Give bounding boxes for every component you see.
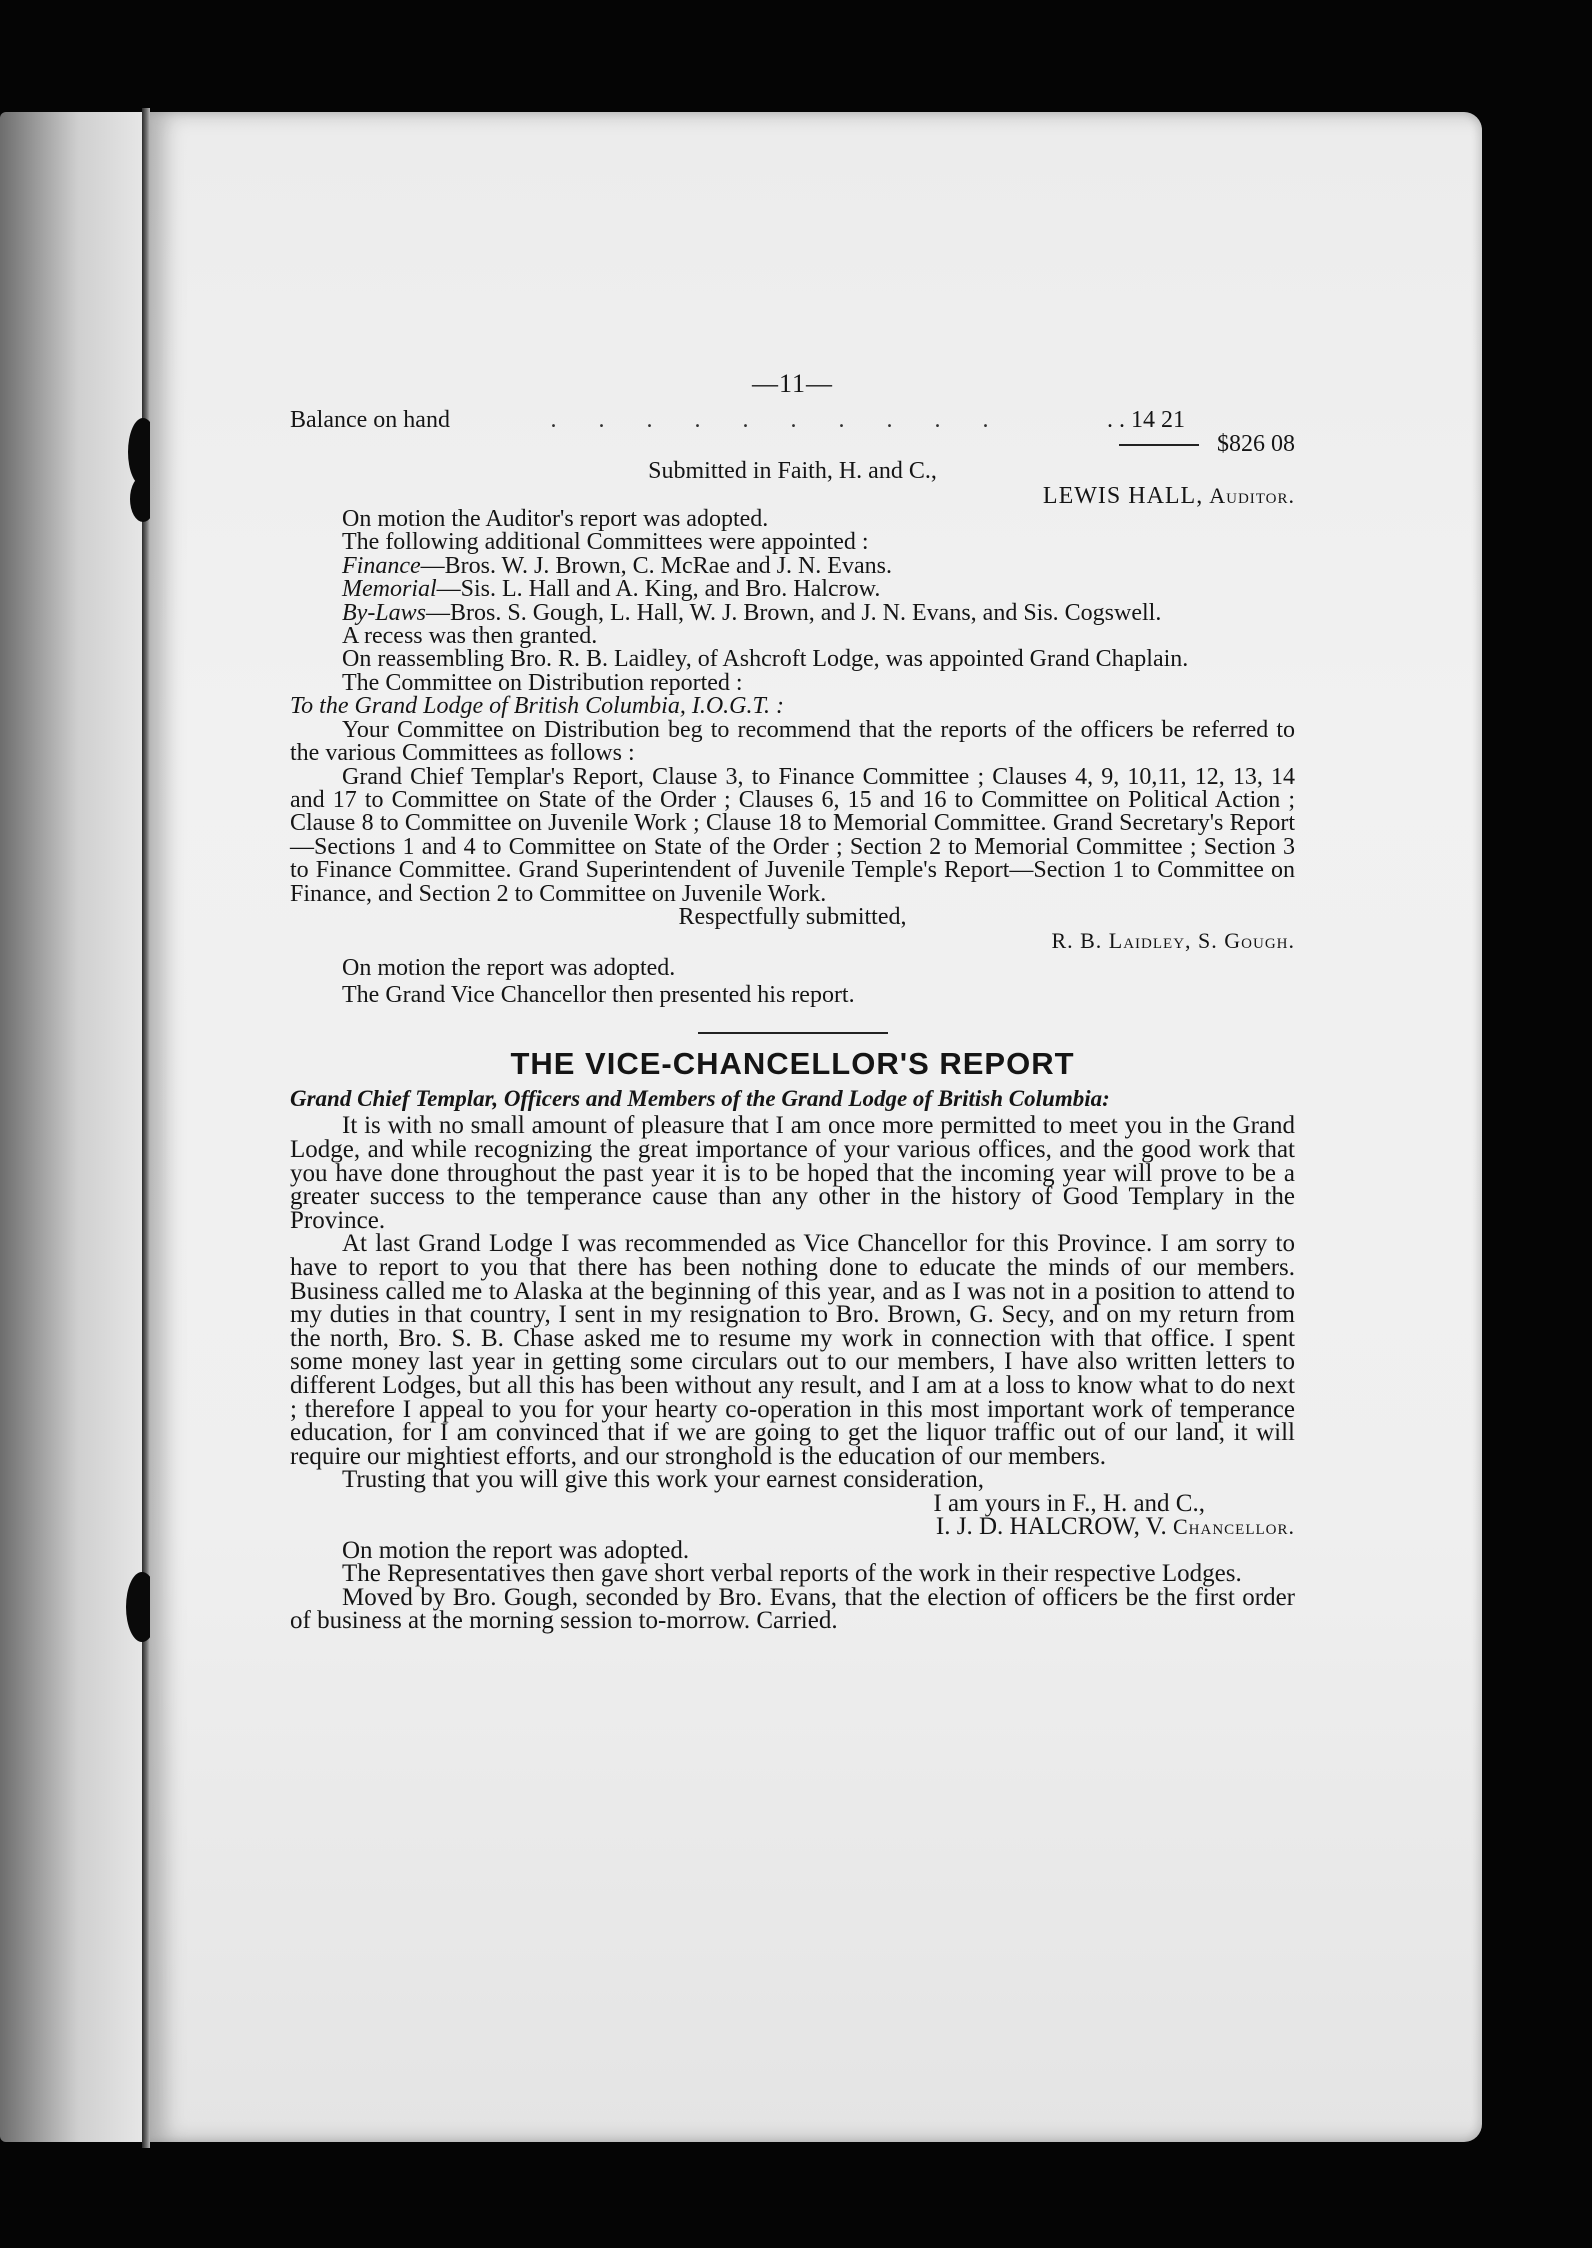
report-signature xyxy=(290,1513,1295,1541)
balance-label: Balance on hand xyxy=(290,407,450,434)
committee-finance-label: Finance xyxy=(342,552,421,579)
auditor-signature xyxy=(290,484,1295,508)
total-rule xyxy=(1119,444,1199,446)
report-heading: THE VICE-CHANCELLOR'S REPORT xyxy=(510,1045,1075,1081)
report-signature-name: I. J. D. HALCROW, V. xyxy=(935,1513,1167,1541)
book-spine xyxy=(142,108,150,2148)
committee-memorial-label: Memorial xyxy=(342,576,437,603)
after-report-adopted: On motion the report was adopted. xyxy=(342,1536,690,1564)
distribution-intro: Your Committee on Distribution beg to recommend that the reports of the officers be referred to the various Committees as follows : xyxy=(290,716,1295,767)
balance-amount: . . 14 21 xyxy=(1107,407,1185,434)
minutes-committees-appointed: The following additional Committees were appointed : xyxy=(342,529,869,556)
vice-chancellor-report xyxy=(290,1045,1295,1635)
committee-bylaws-members: —Bros. S. Gough, L. Hall, W. J. Brown, and J. N. Evans, and Sis. Cogswell. xyxy=(426,599,1162,626)
auditor-submitted: Submitted in Faith, H. and C., xyxy=(648,458,937,485)
committee-memorial-members: —Sis. L. Hall and A. King, and Bro. Halcrow. xyxy=(436,576,881,603)
committee-finance-members: —Bros. W. J. Brown, C. McRae and J. N. Evans. xyxy=(420,552,892,579)
balance-total-line xyxy=(290,430,1295,457)
distribution-address: To the Grand Lodge of British Columbia, I.O.G.T. : xyxy=(290,693,785,720)
report-closing: I am yours in F., H. and C., xyxy=(933,1489,1205,1517)
section-divider xyxy=(698,1032,888,1034)
committee-memorial xyxy=(290,578,1295,601)
page-content xyxy=(290,369,1295,1635)
page-number: —11— xyxy=(751,369,834,398)
minutes-vice-chancellor-presented: The Grand Vice Chancellor then presented his report. xyxy=(342,982,855,1009)
after-election-motion: Moved by Bro. Gough, seconded by Bro. Evans, that the election of officers be the first order of business at the morning session to-morrow. Carried. xyxy=(290,1583,1295,1635)
report-address: Grand Chief Templar, Officers and Members of the Grand Lodge of British Columbia: xyxy=(290,1085,1110,1111)
report-signature-title: Chancellor. xyxy=(1172,1514,1295,1540)
facing-page-edge xyxy=(0,112,142,2142)
minutes-chaplain: On reassembling Bro. R. B. Laidley, of Ashcroft Lodge, was appointed Grand Chaplain. xyxy=(342,646,1189,673)
minutes-distribution-adopted: On motion the report was adopted. xyxy=(342,954,676,981)
report-paragraph-2: At last Grand Lodge I was recommended as Vice Chancellor for this Province. I am sorry to have to report to you that there has been nothing done to educate the minds of our members. Business called me to Alaska at the beginning of this year, and as I was not in a position to attend to my duties in that country, I sent in my resignation to Bro. Brown, G. Secy, and on my return from the north, Bro. S. B. Chase asked me to resume my work in connection with that office. I spent some money last year in getting some circulars out to our members, I have also written letters to different Lodges, but all this has been without any result, and I am at a loss to know what to do next ; therefore I appeal to you for your hearty co-operation in this most important work of temperance education, for I am convinced that if we are going to get the liquor traffic out of our land, it will require our mightiest efforts, and our stronghold is the education of our members. xyxy=(290,1230,1295,1470)
after-representatives: The Representatives then gave short verbal reports of the work in their respective Lodges. xyxy=(342,1560,1242,1588)
committee-finance xyxy=(290,552,1295,579)
distribution-signers: R. B. Laidley, S. Gough. xyxy=(1051,928,1295,954)
auditor-title: Auditor. xyxy=(1209,482,1295,508)
committee-bylaws xyxy=(290,599,1295,626)
distribution-details: Grand Chief Templar's Report, Clause 3, to Finance Committee ; Clauses 4, 9, 10,11, 12, 13, 14 and 17 to Committee on State of the Order ; Clauses 6, 15 and 16 to Committee on Political Action ; Clause 8 to Committee on Juvenile Work ; Clause 18 to Memorial Committee. Grand Secretary's Report—Sections 1 and 4 to Committee on State of the Order ; Section 2 to Memorial Committee ; Section 3 to Finance Committee. Grand Superintendent of Juvenile Temple's Report—Section 1 to Committee on Finance, and Section 2 to Committee on Juvenile Work. xyxy=(290,763,1295,907)
minutes-auditor-adopted: On motion the Auditor's report was adopted. xyxy=(342,506,769,533)
balance-leaders: . . . . . . . . . . xyxy=(550,407,1007,434)
balance-line xyxy=(290,409,1295,432)
minutes-distribution-reported: The Committee on Distribution reported : xyxy=(342,669,743,696)
distribution-respectfully: Respectfully submitted, xyxy=(678,903,907,930)
balance-total: $826 08 xyxy=(1217,430,1295,457)
auditor-name: LEWIS HALL, xyxy=(1042,482,1204,509)
report-paragraph-3: Trusting that you will give this work your earnest consideration, xyxy=(342,1466,985,1494)
minutes-recess: A recess was then granted. xyxy=(342,623,598,650)
committee-bylaws-label: By-Laws xyxy=(342,599,426,626)
report-paragraph-1: It is with no small amount of pleasure that I am once more permitted to meet you in the Grand Lodge, and while recognizing the great importance of your various offices, and the good work that you have done throughout the past year it is to be hoped that the incoming year will prove to be a greater success to the temperance cause than any other in the history of Good Templary in the Province. xyxy=(290,1112,1295,1234)
